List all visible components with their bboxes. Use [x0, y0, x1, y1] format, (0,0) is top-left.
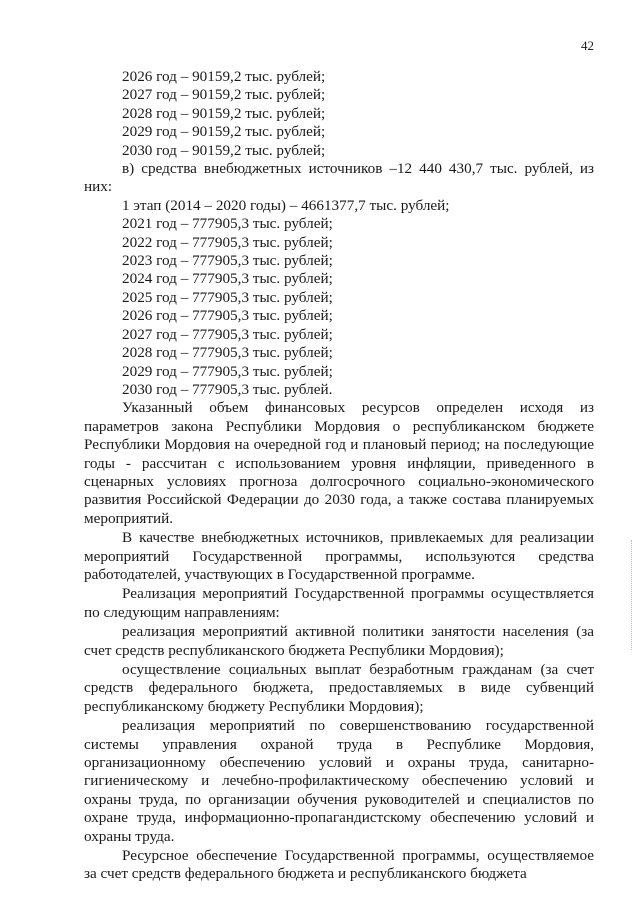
list-item: 2025 год – 777905,3 тыс. рублей;	[122, 288, 333, 306]
list-item: 2024 год – 777905,3 тыс. рублей;	[122, 270, 333, 288]
list-item: 2023 год – 777905,3 тыс. рублей;	[122, 252, 333, 270]
paragraph-direction-payments: осуществление социальных выплат безработным гражданам (за счет средств федерального бюджета, предоставляемых в виде субвенций республиканскому бюджету Республики Мордовия);	[84, 661, 594, 715]
list-item: 2030 год – 777905,3 тыс. рублей.	[122, 380, 333, 398]
paragraph-direction-labor-safety: реализация мероприятий по совершенствованию государственной системы управления охраной труда в Республике Мордовия, организационному обеспечению условий и охраны труда, санитарно-гигиеническому и лечебно-профилактическому обеспечению условий и охраны труда, по организации обучения руководителей и специалистов по охране труда, информационно-пропагандистскому обеспечению условий и охраны труда.	[84, 717, 594, 845]
paragraph-direction-employment: реализация мероприятий активной политики занятости населения (за счет средств республиканского бюджета Республики Мордовия);	[84, 623, 594, 659]
margin-mark	[631, 540, 634, 650]
list-item: 2028 год – 90159,2 тыс. рублей;	[122, 104, 326, 122]
page-content	[84, 68, 594, 884]
paragraph-financing-basis: Указанный объем финансовых ресурсов определен исходя из параметров закона Республики Мордовия о республиканском бюджете Республики Мордовия на очередной год и плановый период; на последующие годы - рассчитан с использованием уровня инфляции, приведенного в сценарных условиях прогноза долгосрочного социально-экономического развития Российской Федерации до 2030 года, а также состава планируемых мероприятий.	[84, 399, 594, 527]
page-number: 42	[581, 38, 594, 53]
list-item: 2026 год – 90159,2 тыс. рублей;	[122, 68, 326, 85]
extrabudget-intro: в) средства внебюджетных источников –12 440 430,7 тыс. рублей, из них:	[84, 160, 594, 196]
list-item: 2027 год – 777905,3 тыс. рублей;	[122, 325, 333, 343]
list-item: 2021 год – 777905,3 тыс. рублей;	[122, 215, 333, 233]
years-list-a	[84, 68, 594, 160]
list-item: 2027 год – 90159,2 тыс. рублей;	[122, 86, 326, 104]
list-item: 2029 год – 777905,3 тыс. рублей;	[122, 362, 333, 380]
list-item: 2026 год – 777905,3 тыс. рублей;	[122, 307, 333, 325]
paragraph-resource-support: Ресурсное обеспечение Государственной программы, осуществляемое за счет средств федерального бюджета и республиканского бюджета	[84, 847, 594, 883]
list-item: 1 этап (2014 – 2020 годы) – 4661377,7 тыс. рублей;	[122, 196, 450, 214]
list-item: 2029 год – 90159,2 тыс. рублей;	[122, 123, 326, 141]
paragraph-directions-intro: Реализация мероприятий Государственной программы осуществляется по следующим направлениям:	[84, 585, 594, 621]
paragraph-extrabudget-sources: В качестве внебюджетных источников, привлекаемых для реализации мероприятий Государственной программы, используются средства работодателей, участвующих в Государственной программе.	[84, 529, 594, 583]
list-item: 2030 год – 90159,2 тыс. рублей;	[122, 141, 326, 159]
list-item: 2028 год – 777905,3 тыс. рублей;	[122, 344, 333, 362]
years-list-b	[84, 197, 594, 399]
list-item: 2022 год – 777905,3 тыс. рублей;	[122, 233, 333, 251]
